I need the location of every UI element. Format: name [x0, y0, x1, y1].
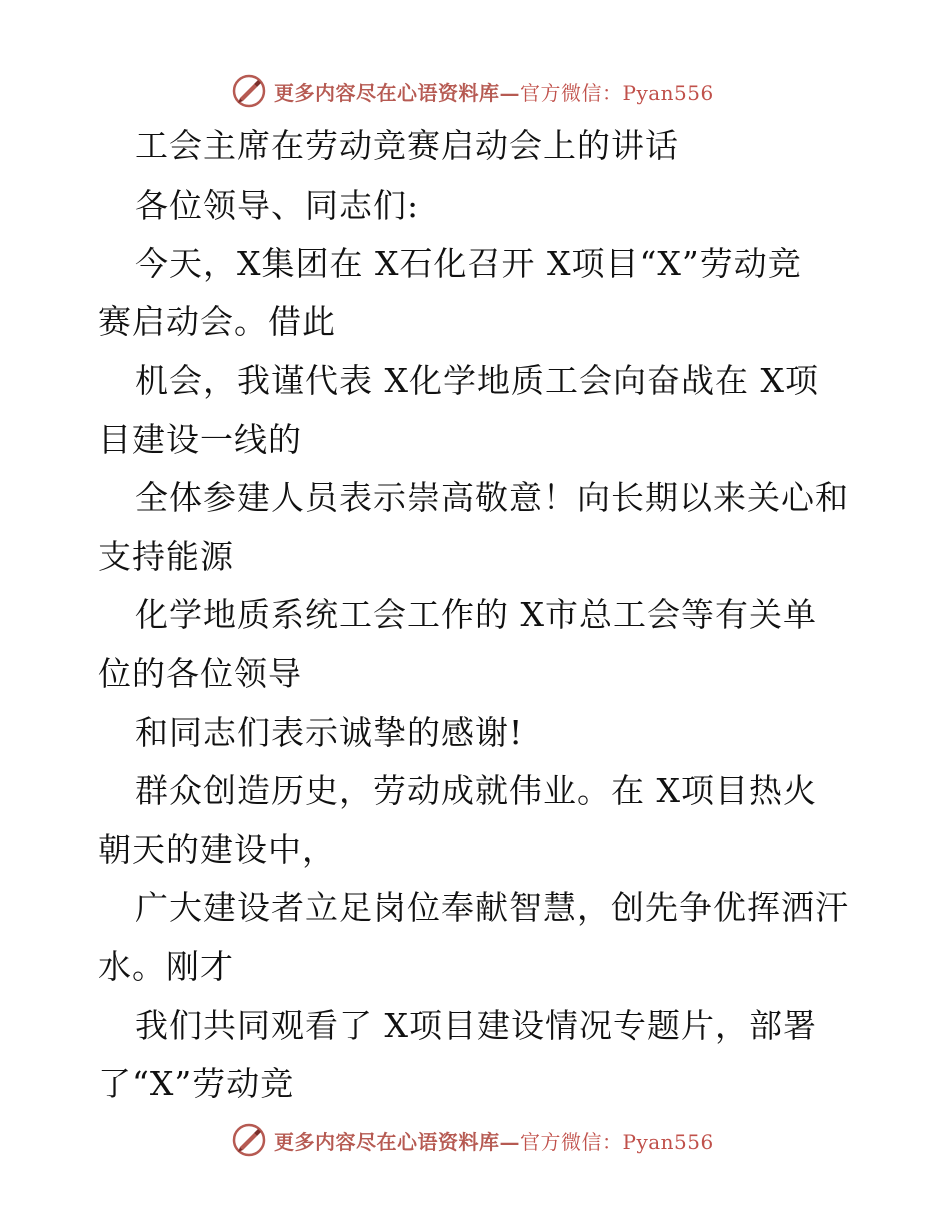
text-line: 赛启动会。借此	[98, 302, 336, 341]
text-line: 全体参建人员表示崇高敬意！向长期以来关心和	[135, 478, 849, 517]
text-line: 朝天的建设中，	[98, 830, 336, 869]
watermark-label: 更多内容尽在心语资料库—官方微信：Pyan556	[274, 80, 714, 105]
text-line: 水。刚才	[98, 947, 234, 986]
text-line: 目建设一线的	[98, 420, 302, 459]
header-watermark	[232, 71, 752, 111]
text-line: 位的各位领导	[98, 654, 302, 693]
text-line: 化学地质系统工会工作的 X市总工会等有关单	[135, 595, 817, 634]
text-line: 和同志们表示诚挚的感谢!	[135, 713, 524, 752]
text-line: 广大建设者立足岗位奉献智慧，创先争优挥洒汗	[135, 888, 849, 927]
text-line: 支持能源	[98, 537, 234, 576]
text-line: 我们共同观看了 X项目建设情况专题片，部署	[135, 1006, 817, 1045]
pen-logo-icon	[232, 74, 266, 108]
pen-logo-icon	[232, 1123, 266, 1157]
text-line: 各位领导、同志们:	[135, 186, 420, 225]
footer-watermark	[232, 1120, 752, 1160]
text-line: 机会，我谨代表 X化学地质工会向奋战在 X项	[135, 361, 819, 400]
watermark-label: 更多内容尽在心语资料库—官方微信：Pyan556	[274, 1129, 714, 1154]
text-line: 今天，X集团在 X石化召开 X项目“X”劳动竞	[135, 244, 802, 283]
text-line: 群众创造历史，劳动成就伟业。在 X项目热火	[135, 771, 817, 810]
document-title: 工会主席在劳动竞赛启动会上的讲话	[135, 126, 679, 165]
text-line: 了“X”劳动竞	[98, 1064, 295, 1103]
